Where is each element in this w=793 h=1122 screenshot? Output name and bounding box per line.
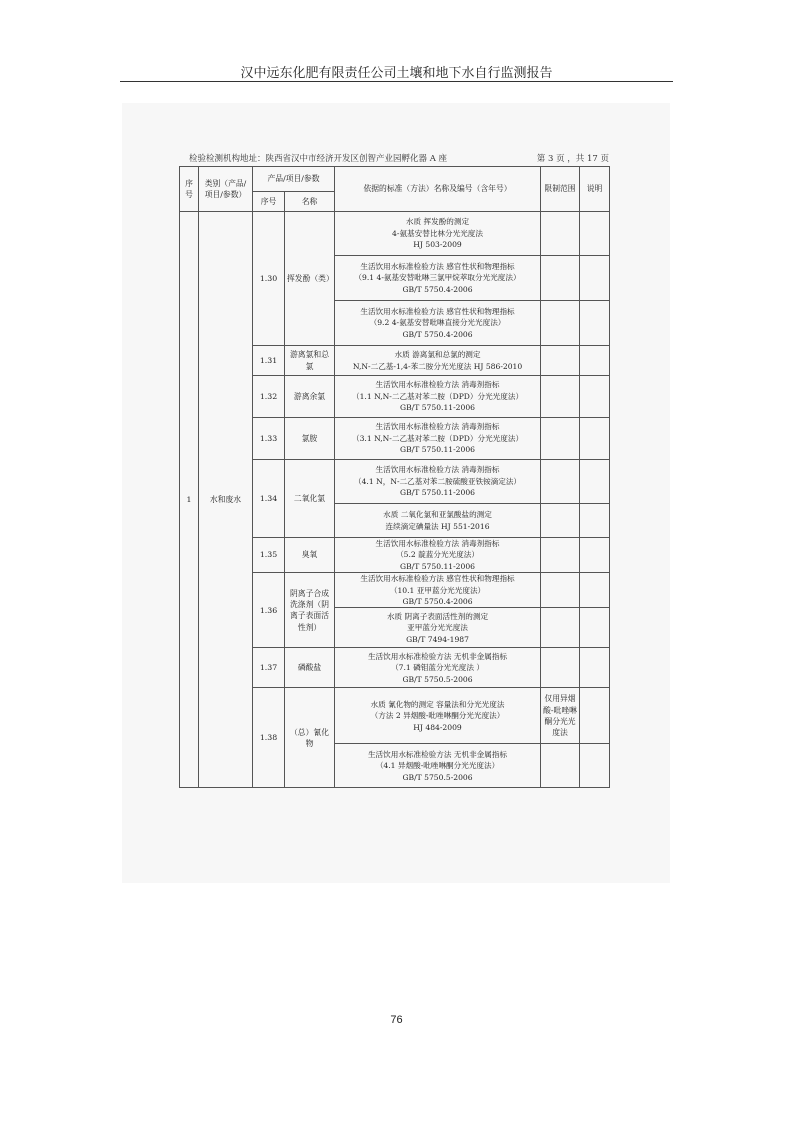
standard-line: 生活饮用水标准检验方法 无机非金属指标 (367, 749, 508, 759)
standard-line: 水质 二氧化氯和亚氯酸盐的测定 (383, 510, 492, 520)
limit-cell (541, 212, 580, 256)
standard-line: （3.1 N,N-二乙基对苯二胺（DPD）分光光度法） (351, 433, 524, 443)
standard-line: GB/T 5750.4-2006 (402, 596, 473, 606)
item-name: 臭氧 (285, 538, 335, 573)
standard-line: N,N-二乙基-1,4-苯二胺分光光度法 HJ 586-2010 (352, 361, 523, 371)
note-cell (580, 648, 610, 688)
item-number: 1.37 (253, 648, 285, 688)
limit-cell (541, 573, 580, 608)
limit-cell (541, 460, 580, 504)
standard-line: 生活饮用水标准检验方法 消毒剂指标 (375, 465, 500, 475)
standard-cell (335, 504, 541, 538)
page-count: 第 3 页 ，共 17 页 (536, 154, 609, 164)
item-no-header: 序号 (253, 192, 285, 212)
limit-cell (541, 301, 580, 346)
standard-cell (335, 376, 541, 418)
limit-cell (541, 346, 580, 376)
standard-line: 生活饮用水标准检验方法 感官性状和物理指标 (360, 306, 515, 316)
row-category: 水和废水 (199, 212, 253, 788)
standard-line: HJ 503-2009 (413, 240, 462, 250)
item-name: 磷酸盐 (285, 648, 335, 688)
standard-line: 生活饮用水标准检验方法 无机非金属指标 (367, 651, 508, 661)
standard-line: （9.1 4-氨基安替吡啉三氯甲烷萃取分光光度法） (354, 273, 521, 283)
item-number: 1.33 (253, 418, 285, 460)
standard-cell (335, 538, 541, 573)
limit-cell (541, 648, 580, 688)
standard-line: GB/T 5750.11-2006 (400, 561, 475, 571)
report-title: 汉中远东化肥有限责任公司土壤和地下水自行监测报告 (240, 66, 553, 81)
item-number: 1.38 (253, 688, 285, 788)
note-cell (580, 301, 610, 346)
standard-line: GB/T 7494-1987 (406, 634, 469, 644)
limit-cell (541, 418, 580, 460)
lab-address-line (189, 152, 609, 164)
group-header: 产品/项目/参数 (253, 167, 335, 192)
note-cell (580, 346, 610, 376)
item-name: （总）氰化物 (285, 688, 335, 788)
standard-line: （4.1 异烟酸-吡唑啉酮分光光度法） (375, 761, 500, 771)
item-name: 游离余氯 (285, 376, 335, 418)
note-cell (580, 608, 610, 648)
standard-line: （4.1 N，N-二乙基对苯二胺硫酸亚铁铵滴定法） (354, 476, 522, 486)
standard-cell (335, 346, 541, 376)
item-name-header: 名称 (285, 192, 335, 212)
item-number: 1.32 (253, 376, 285, 418)
standard-line: GB/T 5750.4-2006 (402, 284, 473, 294)
method-table (179, 166, 610, 788)
standard-header: 依据的标准（方法）名称及编号（含年号） (335, 167, 541, 212)
standard-line: GB/T 5750.5-2006 (402, 772, 473, 782)
standard-line: 水质 氰化物的测定 容量法和分光光度法 (370, 699, 505, 709)
table-body (180, 167, 610, 788)
header-rule (120, 81, 673, 82)
note-cell (580, 573, 610, 608)
item-number: 1.35 (253, 538, 285, 573)
note-cell (580, 538, 610, 573)
limit-cell (541, 256, 580, 301)
standard-line: 水质 阴离子表面活性剂的测定 (386, 611, 489, 621)
item-number: 1.30 (253, 212, 285, 346)
limit-cell (541, 376, 580, 418)
standard-line: GB/T 5750.11-2006 (400, 488, 475, 498)
limit-cell (541, 504, 580, 538)
standard-line: （5.2 靛蓝分光光度法） (396, 550, 479, 560)
standard-cell (335, 648, 541, 688)
standard-line: 生活饮用水标准检验方法 感官性状和物理指标 (360, 574, 515, 584)
item-name: 氯胺 (285, 418, 335, 460)
standard-line: 水质 挥发酚的测定 (405, 217, 470, 227)
note-cell (580, 256, 610, 301)
standard-line: （9.2 4-氨基安替吡啉直接分光光度法） (369, 318, 506, 328)
standard-cell (335, 256, 541, 301)
limit-cell (541, 538, 580, 573)
standard-cell (335, 301, 541, 346)
seq-header: 序号 (180, 167, 199, 212)
standard-line: 水质 游离氯和总氯的测定 (394, 350, 481, 360)
standard-cell (335, 744, 541, 788)
item-number: 1.36 (253, 573, 285, 648)
lab-address: 检验检测机构地址：陕西省汉中市经济开发区创智产业园孵化器 A 座 (189, 154, 448, 164)
table-row (180, 212, 610, 256)
standard-line: （1.1 N,N-二乙基对苯二胺（DPD）分光光度法） (351, 391, 524, 401)
item-number: 1.31 (253, 346, 285, 376)
note-cell (580, 460, 610, 504)
limit-header: 限制范围 (541, 167, 580, 212)
item-name: 阴离子合成洗涤剂（阴离子表面活性剂） (285, 573, 335, 648)
standard-line: （方法 2 异烟酸-吡唑啉酮分光光度法） (370, 711, 505, 721)
standard-line: GB/T 5750.4-2006 (402, 329, 473, 339)
standard-line: 生活饮用水标准检验方法 消毒剂指标 (375, 422, 500, 432)
standard-line: GB/T 5750.11-2006 (400, 403, 475, 413)
item-number: 1.34 (253, 460, 285, 538)
standard-cell (335, 212, 541, 256)
standard-line: 4-氨基安替比林分光光度法 (392, 228, 483, 238)
standard-line: GB/T 5750.5-2006 (402, 674, 473, 684)
standard-line: （10.1 亚甲蓝分光光度法） (389, 585, 486, 595)
standard-cell (335, 460, 541, 504)
standard-line: 生活饮用水标准检验方法 消毒剂指标 (375, 539, 500, 548)
item-name: 挥发酚（类） (285, 212, 335, 346)
limit-cell (541, 608, 580, 648)
note-cell (580, 376, 610, 418)
category-header: 类别（产品/项目/参数） (199, 167, 253, 212)
item-name: 二氧化氯 (285, 460, 335, 538)
standard-line: 亚甲蓝分光光度法 (407, 623, 468, 633)
standard-line: 生活饮用水标准检验方法 感官性状和物理指标 (360, 261, 515, 271)
standard-cell (335, 418, 541, 460)
row-seq: 1 (180, 212, 199, 788)
page-number: 76 (390, 1014, 403, 1026)
note-cell (580, 418, 610, 460)
standard-line: 连续滴定碘量法 HJ 551-2016 (385, 521, 490, 531)
standard-line: HJ 484-2009 (413, 722, 462, 732)
limit-cell (541, 744, 580, 788)
note-cell (580, 504, 610, 538)
standard-cell (335, 608, 541, 648)
standard-cell (335, 688, 541, 744)
limit-cell: 仅用异烟酸-吡唑啉酮分光光度法 (541, 688, 580, 744)
standard-line: GB/T 5750.11-2006 (400, 445, 475, 455)
note-cell (580, 212, 610, 256)
standard-cell (335, 573, 541, 608)
standard-line: 生活饮用水标准检验方法 消毒剂指标 (375, 380, 500, 390)
item-name: 游离氯和总氯 (285, 346, 335, 376)
note-header: 说明 (580, 167, 610, 212)
standard-line: （7.1 磷钼蓝分光光度法 ） (391, 663, 484, 673)
header-row (180, 167, 610, 192)
note-cell (580, 688, 610, 744)
note-cell (580, 744, 610, 788)
